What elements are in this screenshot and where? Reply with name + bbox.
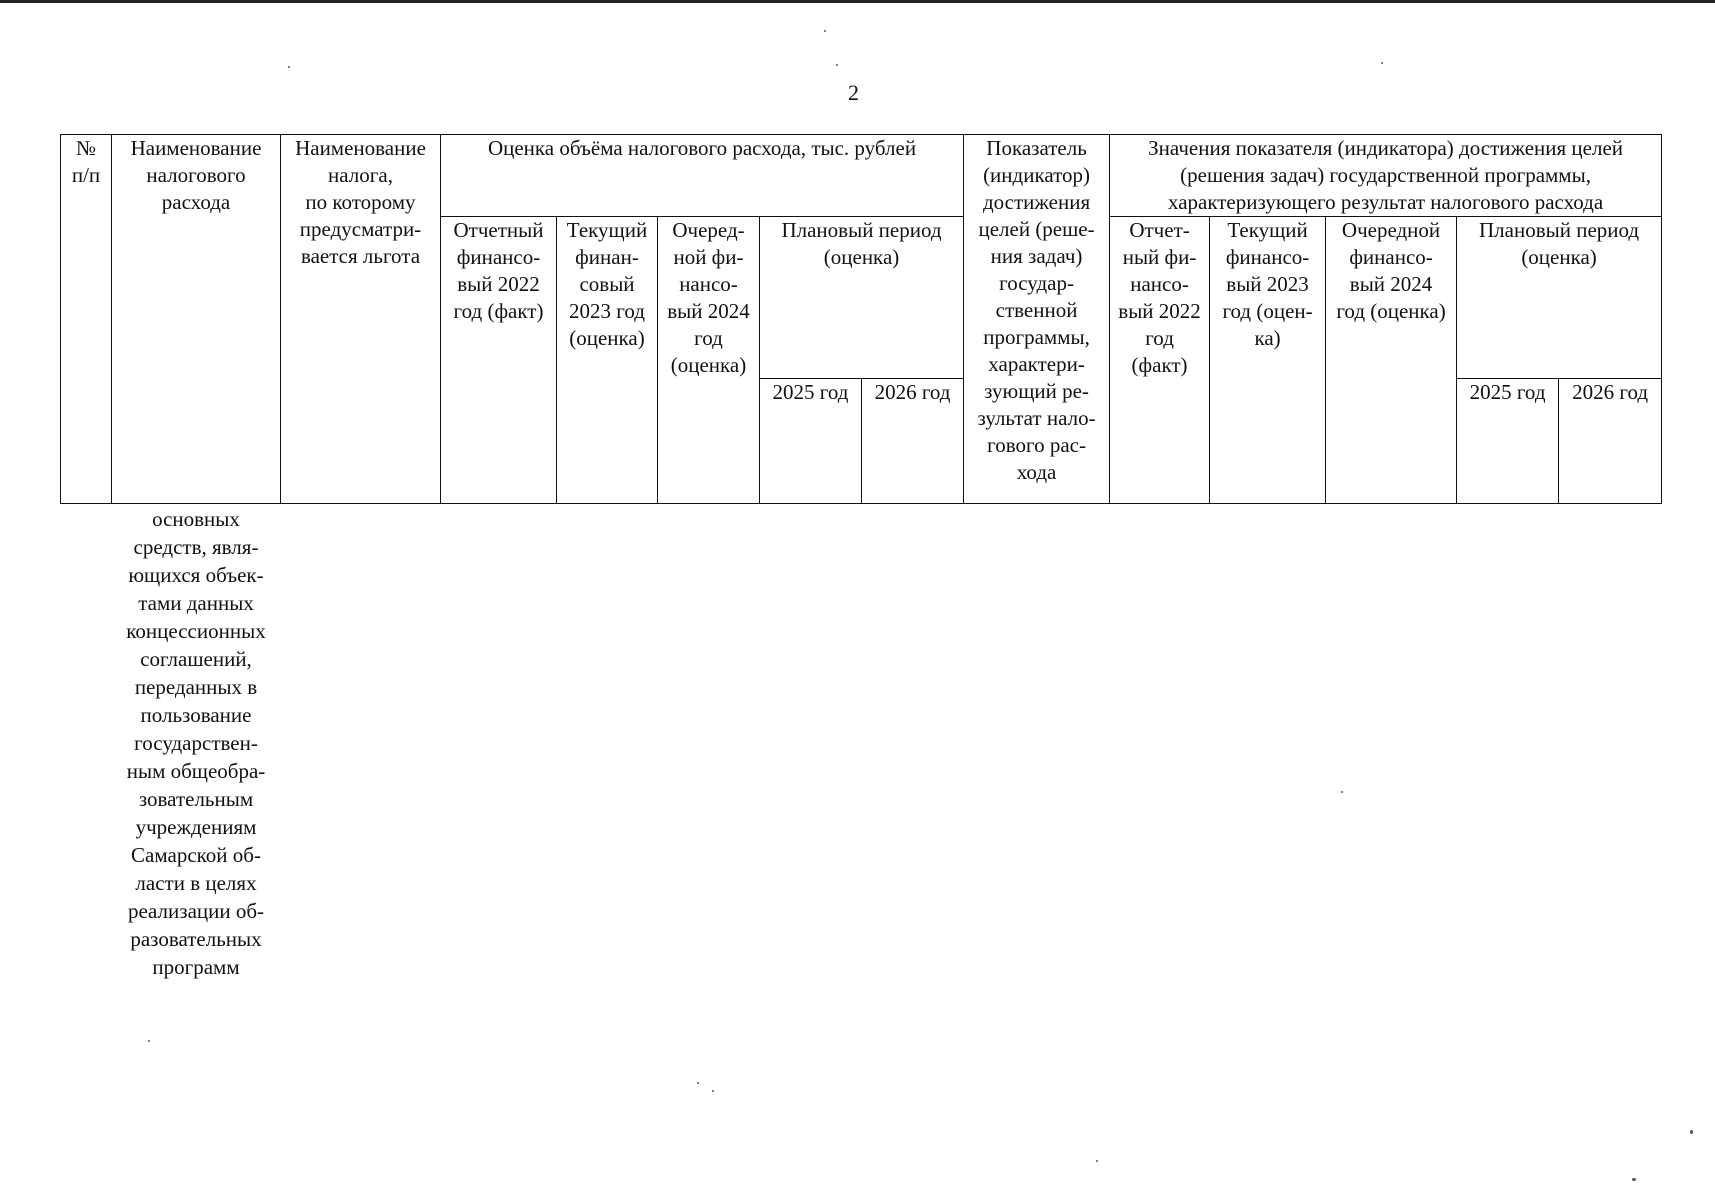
header-val-2025: 2025 год [1457,379,1559,504]
scan-speck [1632,1178,1636,1181]
scan-speck [1690,1130,1693,1134]
header-val-reported-year: Отчет- ный фи- нансо- вый 2022 год (факт) [1110,217,1210,504]
scan-speck [824,30,826,32]
header-est-2025: 2025 год [760,379,862,504]
tax-expense-table [60,134,1662,504]
scan-speck [148,1040,150,1042]
scan-speck [1381,62,1383,64]
header-expense-name: Наименование налогового расхода [112,135,281,504]
scan-speck [712,1090,714,1092]
scan-speck [1096,1160,1098,1162]
header-row-number: № п/п [61,135,112,504]
header-val-current-year: Текущий финансо- вый 2023 год (оцен- ка) [1210,217,1326,504]
header-values-group: Значения показателя (индикатора) достижения целей (решения задач) государственной программы, характеризующего результат налогового расхода [1110,135,1662,217]
header-indicator: Показатель (индикатор) достижения целей (реше- ния задач) государ- ственной программы, характери- зующий ре- зультат нало- гового рас- хода [964,135,1110,504]
header-tax-name: Наименование налога, по которому предусматри- вается льгота [281,135,441,504]
header-est-2026: 2026 год [862,379,964,504]
header-est-planned-period: Плановый период (оценка) [760,217,964,379]
scan-speck [697,1082,699,1084]
header-val-planned-period: Плановый период (оценка) [1457,217,1662,379]
scan-speck [288,66,290,68]
header-val-2026: 2026 год [1559,379,1662,504]
expense-name-continuation: основных средств, явля- ющихся объек- тами данных концессионных соглашений, переданных в пользование государствен- ным общеобра- зовательным учреждениям Самарской об- ласти в целях реализации об- разовательных программ [126,507,266,979]
scan-speck [1341,791,1343,793]
scan-speck [836,64,838,66]
page-number: 2 [848,80,859,105]
header-val-next-year: Очередной финансо- вый 2024 год (оценка) [1326,217,1457,504]
header-est-reported-year: Отчетный финансо- вый 2022 год (факт) [441,217,557,504]
header-estimate-group: Оценка объёма налогового расхода, тыс. рублей [441,135,964,217]
page-top-border [0,0,1715,3]
header-est-current-year: Текущий финан- совый 2023 год (оценка) [557,217,658,504]
header-est-next-year: Очеред- ной фи- нансо- вый 2024 год (оценка) [658,217,760,504]
